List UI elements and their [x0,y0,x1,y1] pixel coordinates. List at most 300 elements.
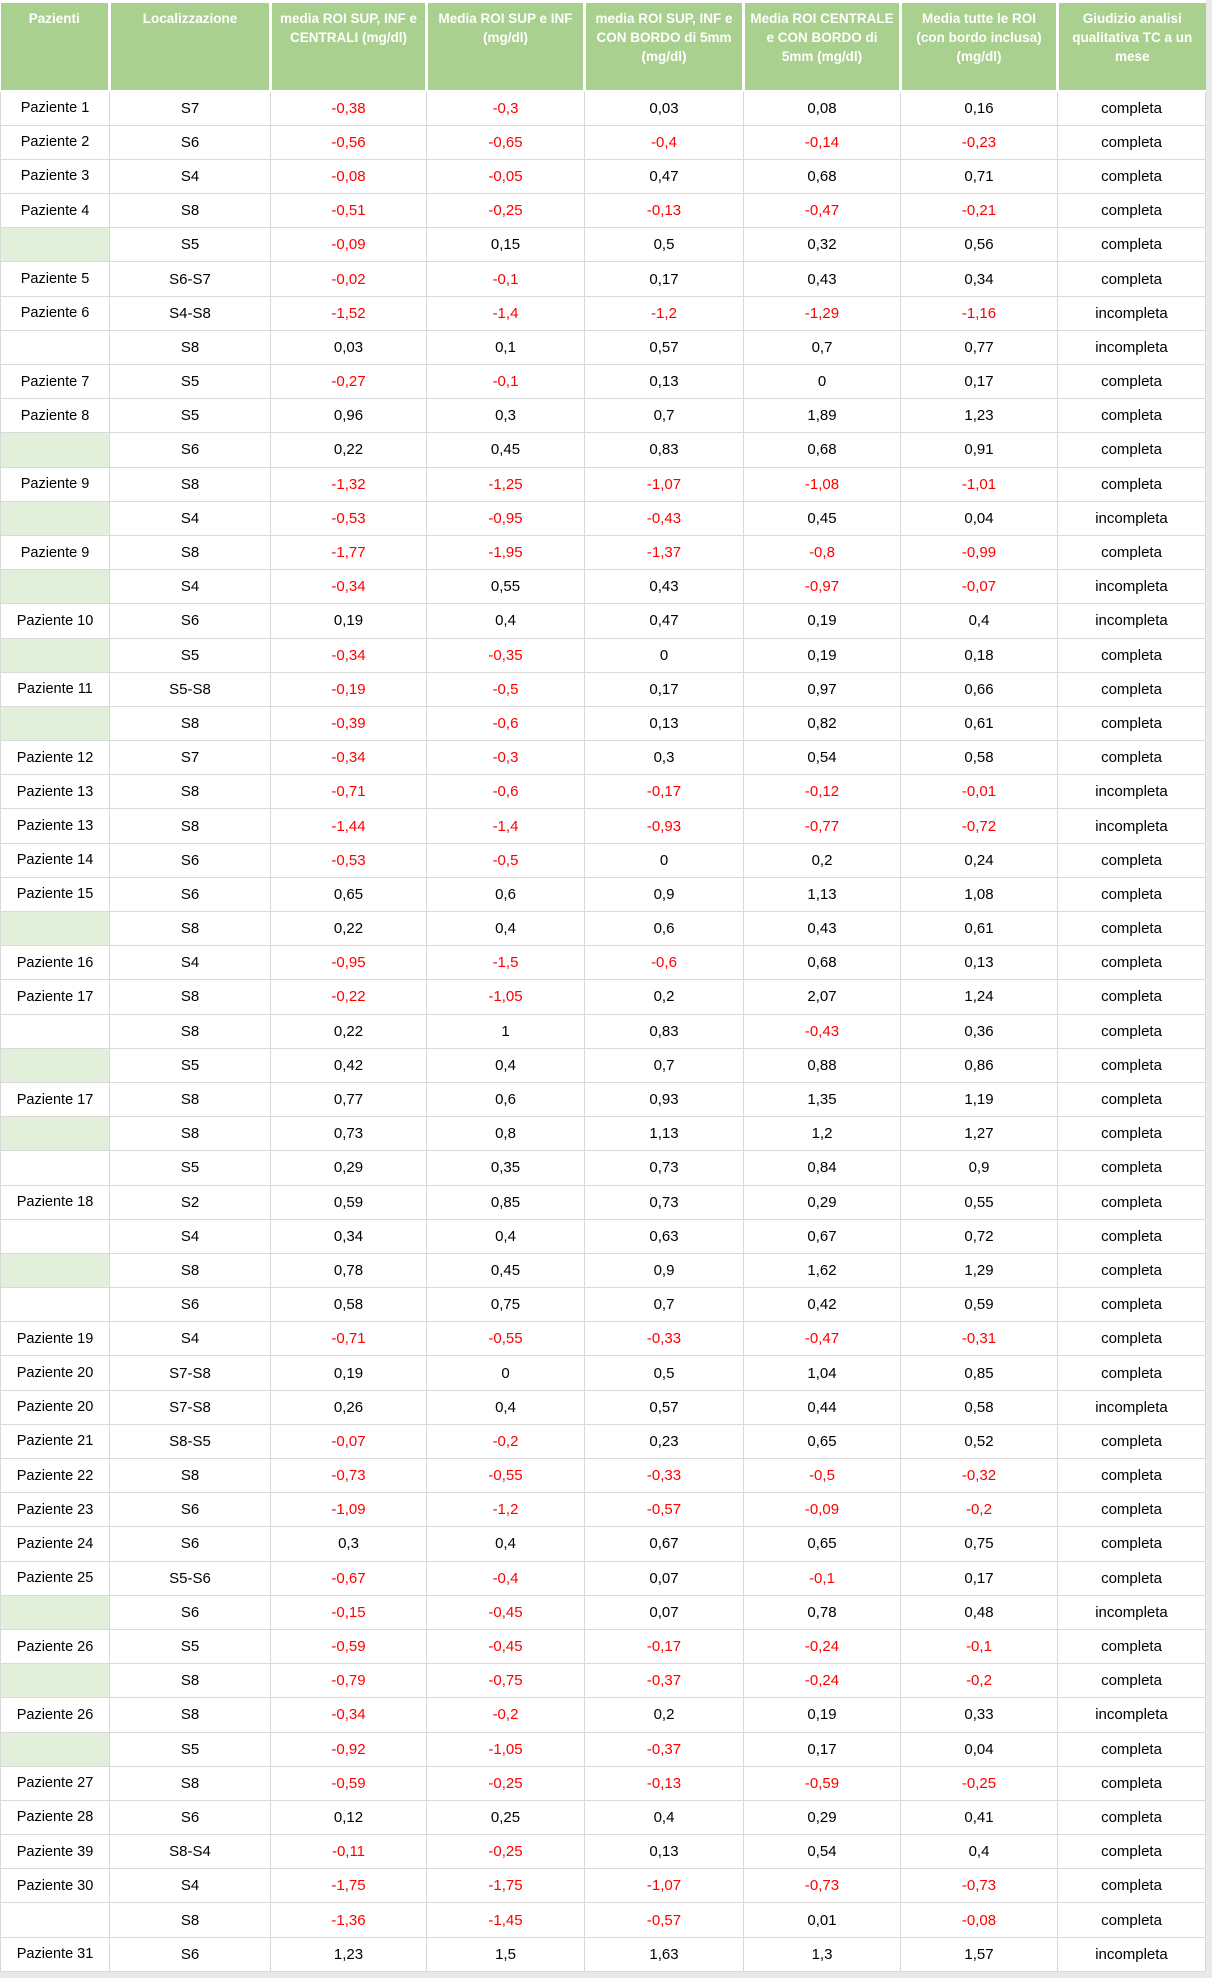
table-row [1,1903,1206,1937]
value-cell: 0,24 [901,843,1058,877]
localization-cell: S5-S6 [110,1561,271,1595]
localization-cell: S4 [110,946,271,980]
localization-cell: S4 [110,501,271,535]
value-cell: -1,37 [585,535,744,569]
value-cell: -0,1 [744,1561,901,1595]
judgment-cell: completa [1058,1903,1206,1937]
value-cell: -1,08 [744,467,901,501]
value-cell: 0,54 [744,741,901,775]
value-cell: -1,52 [271,296,427,330]
judgment-cell: completa [1058,262,1206,296]
judgment-cell: completa [1058,1424,1206,1458]
value-cell: 0,9 [585,877,744,911]
judgment-cell: incompleta [1058,1595,1206,1629]
value-cell: 0 [585,843,744,877]
judgment-cell: completa [1058,91,1206,125]
value-cell: 0,93 [585,1082,744,1116]
localization-cell: S6 [110,1527,271,1561]
judgment-cell: completa [1058,1527,1206,1561]
table-row [1,1527,1206,1561]
value-cell: -0,45 [427,1629,585,1663]
value-cell: 1,57 [901,1937,1058,1971]
value-cell: 0,4 [427,1219,585,1253]
localization-cell: S2 [110,1185,271,1219]
localization-cell: S8-S4 [110,1835,271,1869]
patient-cell [1,1595,110,1629]
value-cell: 0,85 [427,1185,585,1219]
patient-cell [1,912,110,946]
table-row [1,604,1206,638]
value-cell: 0,68 [744,946,901,980]
value-cell: -1,07 [585,1869,744,1903]
table-row [1,296,1206,330]
value-cell: -0,5 [427,843,585,877]
value-cell: -0,25 [427,194,585,228]
localization-cell: S8 [110,980,271,1014]
patient-cell: Paziente 10 [1,604,110,638]
value-cell: -0,55 [427,1322,585,1356]
localization-cell: S8 [110,1903,271,1937]
localization-cell: S6 [110,843,271,877]
value-cell: -0,73 [271,1459,427,1493]
value-cell: -0,31 [901,1322,1058,1356]
localization-cell: S4 [110,1219,271,1253]
localization-cell: S4 [110,1869,271,1903]
value-cell: 0 [744,365,901,399]
patient-cell: Paziente 9 [1,467,110,501]
judgment-cell: completa [1058,980,1206,1014]
localization-cell: S5 [110,1629,271,1663]
patient-cell [1,1288,110,1322]
patient-cell: Paziente 26 [1,1629,110,1663]
value-cell: 0,32 [744,228,901,262]
value-cell: 0,1 [427,330,585,364]
value-cell: 0,68 [744,159,901,193]
value-cell: 0,4 [427,604,585,638]
value-cell: -0,2 [427,1424,585,1458]
patient-cell: Paziente 31 [1,1937,110,1971]
value-cell: -0,34 [271,1698,427,1732]
value-cell: -1,07 [585,467,744,501]
value-cell: 1,13 [744,877,901,911]
value-cell: -0,67 [271,1561,427,1595]
patient-cell [1,1219,110,1253]
value-cell: 0,88 [744,1048,901,1082]
patient-cell: Paziente 12 [1,741,110,775]
value-cell: 0,16 [901,91,1058,125]
table-row [1,467,1206,501]
value-cell: 0,72 [901,1219,1058,1253]
value-cell: -0,21 [901,194,1058,228]
value-cell: 0,4 [427,1390,585,1424]
value-cell: -0,17 [585,1629,744,1663]
localization-cell: S6 [110,1937,271,1971]
value-cell: -0,1 [427,365,585,399]
value-cell: -0,59 [744,1766,901,1800]
value-cell: -1,29 [744,296,901,330]
value-cell: 0,4 [901,604,1058,638]
header-row [1,3,1206,91]
value-cell: 0,13 [585,706,744,740]
value-cell: 1,23 [901,399,1058,433]
value-cell: 0,5 [585,228,744,262]
table-row [1,262,1206,296]
value-cell: -0,15 [271,1595,427,1629]
patient-cell: Paziente 17 [1,980,110,1014]
value-cell: -0,05 [427,159,585,193]
localization-cell: S4 [110,1322,271,1356]
localization-cell: S5 [110,1048,271,1082]
patient-cell: Paziente 19 [1,1322,110,1356]
table-row [1,1151,1206,1185]
localization-cell: S6 [110,1595,271,1629]
table-row [1,159,1206,193]
value-cell: 0,47 [585,159,744,193]
value-cell: -0,71 [271,1322,427,1356]
value-cell: -0,43 [744,1014,901,1048]
value-cell: 0,35 [427,1151,585,1185]
patient-cell: Paziente 6 [1,296,110,330]
patient-cell: Paziente 4 [1,194,110,228]
judgment-cell: incompleta [1058,330,1206,364]
value-cell: -0,6 [427,775,585,809]
judgment-cell: completa [1058,535,1206,569]
value-cell: 0,48 [901,1595,1058,1629]
value-cell: -0,5 [427,672,585,706]
value-cell: -0,34 [271,741,427,775]
table-row [1,1595,1206,1629]
patient-cell: Paziente 13 [1,809,110,843]
patient-cell: Paziente 23 [1,1493,110,1527]
localization-cell: S8 [110,706,271,740]
value-cell: 0,36 [901,1014,1058,1048]
table-row [1,1390,1206,1424]
judgment-cell: completa [1058,1869,1206,1903]
value-cell: 0,19 [744,638,901,672]
value-cell: 0,45 [744,501,901,535]
table-row [1,775,1206,809]
patient-cell: Paziente 3 [1,159,110,193]
judgment-cell: incompleta [1058,1698,1206,1732]
table-row [1,1493,1206,1527]
patient-cell: Paziente 8 [1,399,110,433]
value-cell: -0,77 [744,809,901,843]
localization-cell: S5 [110,638,271,672]
value-cell: -0,47 [744,1322,901,1356]
table-row [1,228,1206,262]
judgment-cell: completa [1058,877,1206,911]
patient-cell: Paziente 30 [1,1869,110,1903]
value-cell: -1,09 [271,1493,427,1527]
judgment-cell: incompleta [1058,570,1206,604]
value-cell: 0,68 [744,433,901,467]
judgment-cell: incompleta [1058,501,1206,535]
patient-cell: Paziente 2 [1,125,110,159]
patient-cell: Paziente 5 [1,262,110,296]
localization-cell: S8 [110,1117,271,1151]
value-cell: -0,17 [585,775,744,809]
value-cell: 0,13 [901,946,1058,980]
value-cell: -0,79 [271,1664,427,1698]
localization-cell: S8 [110,467,271,501]
table-row [1,1869,1206,1903]
localization-cell: S4-S8 [110,296,271,330]
value-cell: 0,12 [271,1800,427,1834]
value-cell: 1,23 [271,1937,427,1971]
value-cell: 0,71 [901,159,1058,193]
judgment-cell: completa [1058,1561,1206,1595]
value-cell: 0,78 [271,1253,427,1287]
localization-cell: S5 [110,365,271,399]
value-cell: 0,82 [744,706,901,740]
localization-cell: S7-S8 [110,1390,271,1424]
value-cell: 0,22 [271,1014,427,1048]
value-cell: -0,57 [585,1903,744,1937]
localization-cell: S5-S8 [110,672,271,706]
table-row [1,1937,1206,1971]
table-row [1,1698,1206,1732]
value-cell: -0,07 [271,1424,427,1458]
value-cell: -0,93 [585,809,744,843]
judgment-cell: incompleta [1058,809,1206,843]
table-row [1,1288,1206,1322]
table-row [1,1356,1206,1390]
value-cell: -0,19 [271,672,427,706]
table-row [1,1117,1206,1151]
column-header-media-roi-centrale-bordo: Media ROI CENTRALE e CON BORDO di 5mm (mg/dl) [744,3,901,91]
localization-cell: S6 [110,125,271,159]
value-cell: 1 [427,1014,585,1048]
localization-cell: S6 [110,1288,271,1322]
value-cell: -0,01 [901,775,1058,809]
judgment-cell: completa [1058,159,1206,193]
patient-cell [1,1664,110,1698]
judgment-cell: completa [1058,638,1206,672]
judgment-cell: completa [1058,1459,1206,1493]
value-cell: -1,4 [427,296,585,330]
value-cell: 0,7 [585,399,744,433]
localization-cell: S5 [110,1151,271,1185]
value-cell: 0,43 [744,262,901,296]
table-row [1,843,1206,877]
value-cell: -0,39 [271,706,427,740]
value-cell: -0,65 [427,125,585,159]
value-cell: -1,77 [271,535,427,569]
value-cell: -0,09 [744,1493,901,1527]
table-row [1,330,1206,364]
patient-cell: Paziente 14 [1,843,110,877]
table-row [1,1253,1206,1287]
judgment-cell: completa [1058,1629,1206,1663]
judgment-cell: completa [1058,1356,1206,1390]
table-row [1,1732,1206,1766]
value-cell: -0,27 [271,365,427,399]
value-cell: 0,19 [744,1698,901,1732]
value-cell: 0,54 [744,1835,901,1869]
patient-cell [1,1014,110,1048]
value-cell: 0,07 [585,1595,744,1629]
value-cell: 0,03 [585,91,744,125]
value-cell: 0,17 [901,365,1058,399]
value-cell: -1,32 [271,467,427,501]
localization-cell: S6 [110,433,271,467]
value-cell: 0,6 [585,912,744,946]
table-row [1,1048,1206,1082]
value-cell: 0,45 [427,433,585,467]
column-header-giudizio: Giudizio analisi qualitativa TC a un mese [1058,3,1206,91]
table-row [1,501,1206,535]
value-cell: 0,73 [585,1151,744,1185]
patient-cell: Paziente 7 [1,365,110,399]
patient-cell: Paziente 15 [1,877,110,911]
value-cell: 0,17 [744,1732,901,1766]
value-cell: 0,3 [271,1527,427,1561]
value-cell: 0,17 [901,1561,1058,1595]
table-row [1,1424,1206,1458]
table-row [1,1185,1206,1219]
value-cell: 0,55 [901,1185,1058,1219]
value-cell: 0,19 [744,604,901,638]
value-cell: 0,7 [744,330,901,364]
localization-cell: S8 [110,1766,271,1800]
value-cell: 0,18 [901,638,1058,672]
judgment-cell: completa [1058,741,1206,775]
value-cell: 0,29 [271,1151,427,1185]
value-cell: -0,07 [901,570,1058,604]
column-header-media-roi-sup-inf: Media ROI SUP e INF (mg/dl) [427,3,585,91]
value-cell: 0,22 [271,912,427,946]
value-cell: 0,2 [585,980,744,1014]
patient-cell [1,501,110,535]
value-cell: -0,24 [744,1664,901,1698]
value-cell: 0,61 [901,912,1058,946]
table-row [1,1561,1206,1595]
localization-cell: S8 [110,535,271,569]
judgment-cell: completa [1058,843,1206,877]
judgment-cell: completa [1058,1014,1206,1048]
value-cell: -1,25 [427,467,585,501]
value-cell: 0,25 [427,1800,585,1834]
value-cell: -0,1 [901,1629,1058,1663]
value-cell: -0,13 [585,1766,744,1800]
value-cell: -0,37 [585,1664,744,1698]
table-row [1,1082,1206,1116]
table-row [1,912,1206,946]
value-cell: -0,33 [585,1459,744,1493]
judgment-cell: completa [1058,125,1206,159]
patient-cell: Paziente 20 [1,1356,110,1390]
table-row [1,980,1206,1014]
value-cell: 0,4 [585,1800,744,1834]
patient-cell [1,433,110,467]
patient-cell: Paziente 11 [1,672,110,706]
value-cell: 0,44 [744,1390,901,1424]
value-cell: -1,05 [427,1732,585,1766]
value-cell: 0,4 [427,1527,585,1561]
localization-cell: S8 [110,1082,271,1116]
table-row [1,1664,1206,1698]
value-cell: 0,52 [901,1424,1058,1458]
table-row [1,706,1206,740]
patient-cell: Paziente 21 [1,1424,110,1458]
value-cell: 0,26 [271,1390,427,1424]
table-row [1,194,1206,228]
value-cell: 1,89 [744,399,901,433]
value-cell: 0,73 [271,1117,427,1151]
value-cell: 0,85 [901,1356,1058,1390]
value-cell: -0,14 [744,125,901,159]
value-cell: -0,95 [271,946,427,980]
value-cell: 0,13 [585,1835,744,1869]
judgment-cell: completa [1058,399,1206,433]
column-header-media-tutte-roi: Media tutte le ROI (con bordo inclusa) (mg/dl) [901,3,1058,91]
value-cell: -0,55 [427,1459,585,1493]
value-cell: 0,77 [901,330,1058,364]
value-cell: -0,97 [744,570,901,604]
value-cell: 0,43 [744,912,901,946]
patient-cell [1,638,110,672]
value-cell: 0,29 [744,1800,901,1834]
value-cell: -0,56 [271,125,427,159]
value-cell: 1,35 [744,1082,901,1116]
localization-cell: S7 [110,741,271,775]
value-cell: -0,25 [427,1835,585,1869]
judgment-cell: completa [1058,1766,1206,1800]
value-cell: 0,67 [744,1219,901,1253]
value-cell: 0,04 [901,1732,1058,1766]
judgment-cell: completa [1058,912,1206,946]
judgment-cell: completa [1058,1835,1206,1869]
judgment-cell: incompleta [1058,604,1206,638]
patient-cell: Paziente 16 [1,946,110,980]
value-cell: 0,13 [585,365,744,399]
value-cell: 0,96 [271,399,427,433]
value-cell: 0,08 [744,91,901,125]
localization-cell: S8 [110,1253,271,1287]
value-cell: -1,75 [427,1869,585,1903]
value-cell: 0,91 [901,433,1058,467]
value-cell: -0,75 [427,1664,585,1698]
value-cell: 1,24 [901,980,1058,1014]
value-cell: -0,4 [427,1561,585,1595]
judgment-cell: completa [1058,1800,1206,1834]
value-cell: -0,11 [271,1835,427,1869]
value-cell: -0,71 [271,775,427,809]
value-cell: -0,12 [744,775,901,809]
value-cell: -1,75 [271,1869,427,1903]
value-cell: -0,09 [271,228,427,262]
localization-cell: S8 [110,330,271,364]
judgment-cell: completa [1058,1288,1206,1322]
value-cell: -0,37 [585,1732,744,1766]
localization-cell: S6 [110,1493,271,1527]
value-cell: -0,33 [585,1322,744,1356]
patient-cell [1,1903,110,1937]
value-cell: 0,5 [585,1356,744,1390]
table-row [1,1322,1206,1356]
value-cell: 0,34 [271,1219,427,1253]
value-cell: -0,2 [901,1493,1058,1527]
value-cell: -0,25 [901,1766,1058,1800]
localization-cell: S4 [110,159,271,193]
value-cell: 0,9 [901,1151,1058,1185]
value-cell: 0,17 [585,672,744,706]
localization-cell: S8 [110,809,271,843]
patient-cell: Paziente 22 [1,1459,110,1493]
judgment-cell: completa [1058,1493,1206,1527]
value-cell: 0 [585,638,744,672]
value-cell: 0,4 [901,1835,1058,1869]
